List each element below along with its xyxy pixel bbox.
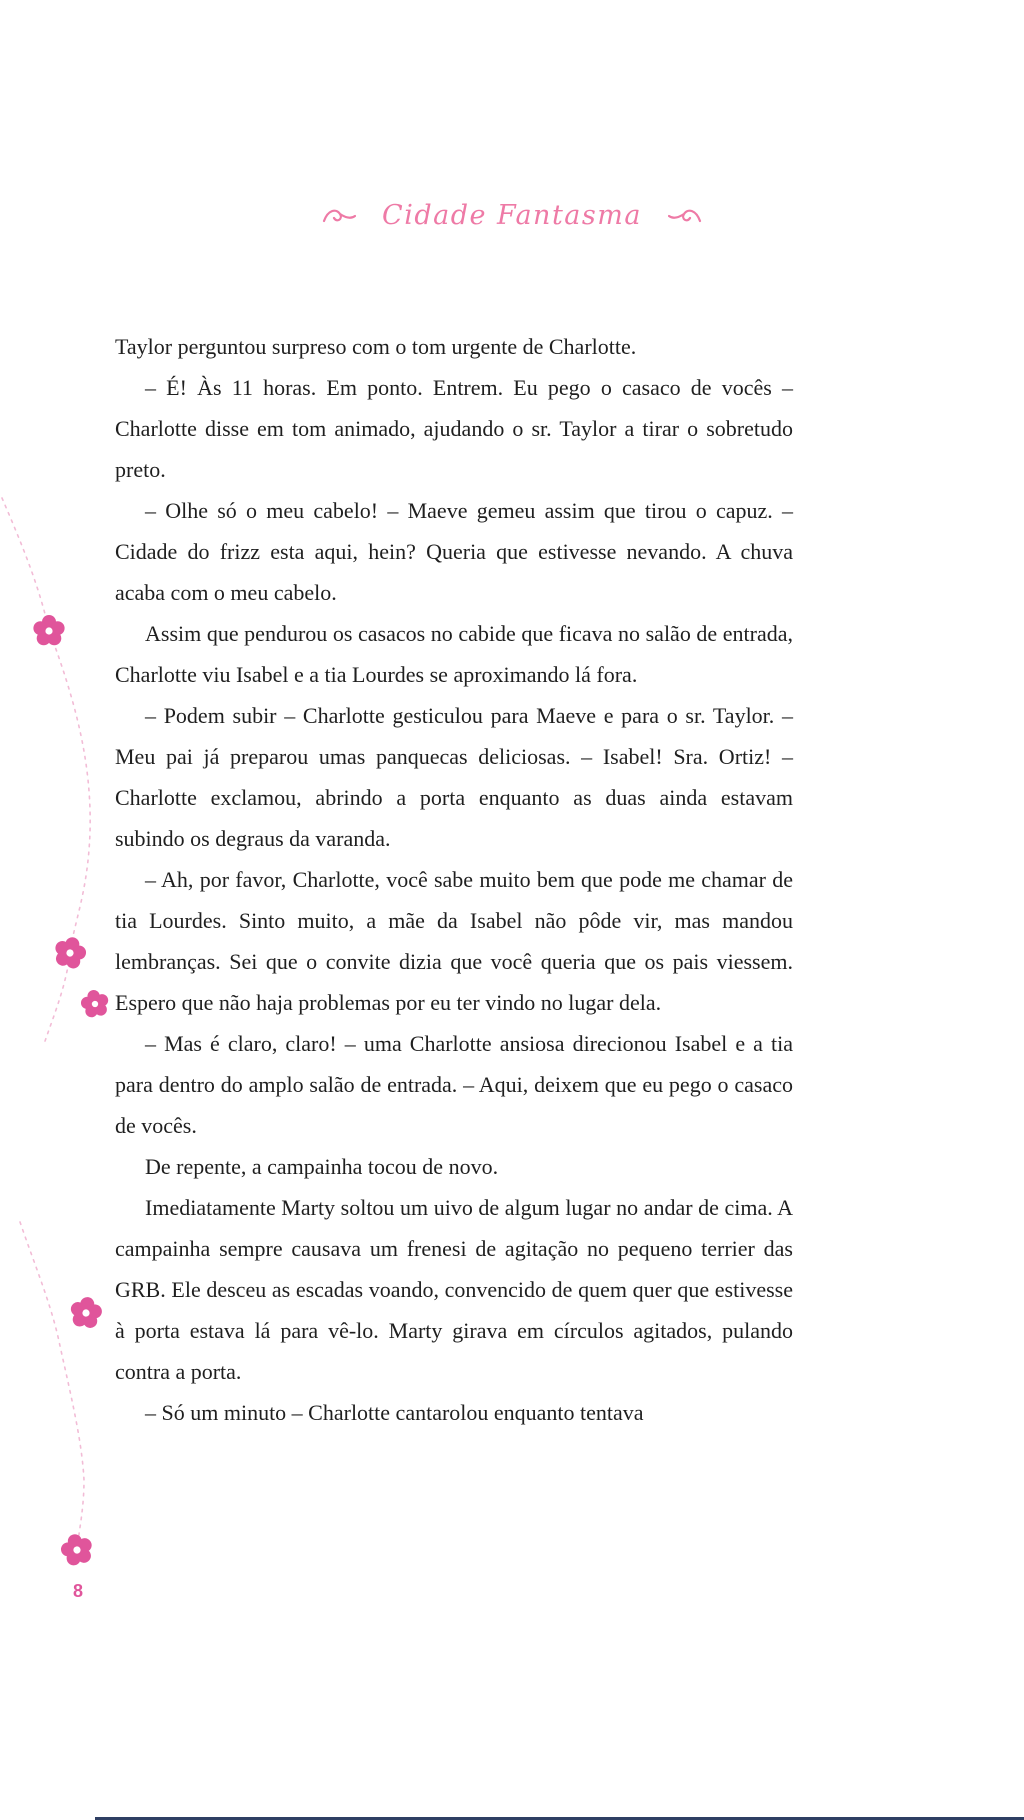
flourish-right-icon <box>668 206 702 226</box>
paragraph: De repente, a campainha tocou de novo. <box>145 1154 499 1179</box>
page-number: 8 <box>72 1581 83 1601</box>
paragraph: – Só um minuto – Charlotte cantarolou enquanto tentava <box>145 1400 644 1425</box>
paragraph: – Ah, por favor, Charlotte, você sabe muito bem que pode me chamar de tia Lourdes. Sinto muito, a mãe da Isabel não pôde vir, mas mandou lembranças. Sei que o convite dizia que você queria que os pais viessem. Espero que não haja problemas por eu ter vindo no lugar dela. <box>115 867 793 1015</box>
paragraph: Imediatamente Marty soltou um uivo de algum lugar no andar de cima. A campainha sempre causava um frenesi de agitação no pequeno terrier das GRB. Ele desceu as escadas voando, convencido de quem quer que estivesse à porta estava lá para vê-lo. Marty girava em círculos agitados, pulando contra a porta. <box>115 1195 793 1384</box>
paragraph: – Olhe só o meu cabelo! – Maeve gemeu assim que tirou o capuz. – Cidade do frizz esta aqui, hein? Queria que estivesse nevando. A chuva acaba com o meu cabelo. <box>115 498 793 605</box>
flower-icon <box>33 615 64 645</box>
body-text <box>115 326 793 1433</box>
dotted-curve <box>20 1222 84 1548</box>
paragraph: Assim que pendurou os casacos no cabide que ficava no salão de entrada, Charlotte viu Isabel e a tia Lourdes se aproximando lá fora. <box>115 621 793 687</box>
running-header <box>0 200 1024 231</box>
book-title: Cidade Fantasma <box>382 200 642 231</box>
flourish-left-icon <box>322 206 356 226</box>
flower-icon <box>79 988 111 1019</box>
paragraph: Taylor perguntou surpreso com o tom urgente de Charlotte. <box>115 334 637 359</box>
paragraph: – Mas é claro, claro! – uma Charlotte ansiosa direcionou Isabel e a tia para dentro do amplo salão de entrada. – Aqui, deixem que eu pego o casaco de vocês. <box>115 1031 793 1138</box>
flower-icon <box>58 1531 96 1568</box>
flower-icon <box>69 1295 104 1329</box>
flower-icon <box>51 934 89 971</box>
paragraph: – É! Às 11 horas. Em ponto. Entrem. Eu pego o casaco de vocês – Charlotte disse em tom animado, ajudando o sr. Taylor a tirar o sobretudo preto. <box>115 375 793 482</box>
paragraph: – Podem subir – Charlotte gesticulou para Maeve e para o sr. Taylor. – Meu pai já preparou umas panquecas deliciosas. – Isabel! Sra. Ortiz! – Charlotte exclamou, abrindo a porta enquanto as duas ainda estavam subindo os degraus da varanda. <box>115 703 793 851</box>
